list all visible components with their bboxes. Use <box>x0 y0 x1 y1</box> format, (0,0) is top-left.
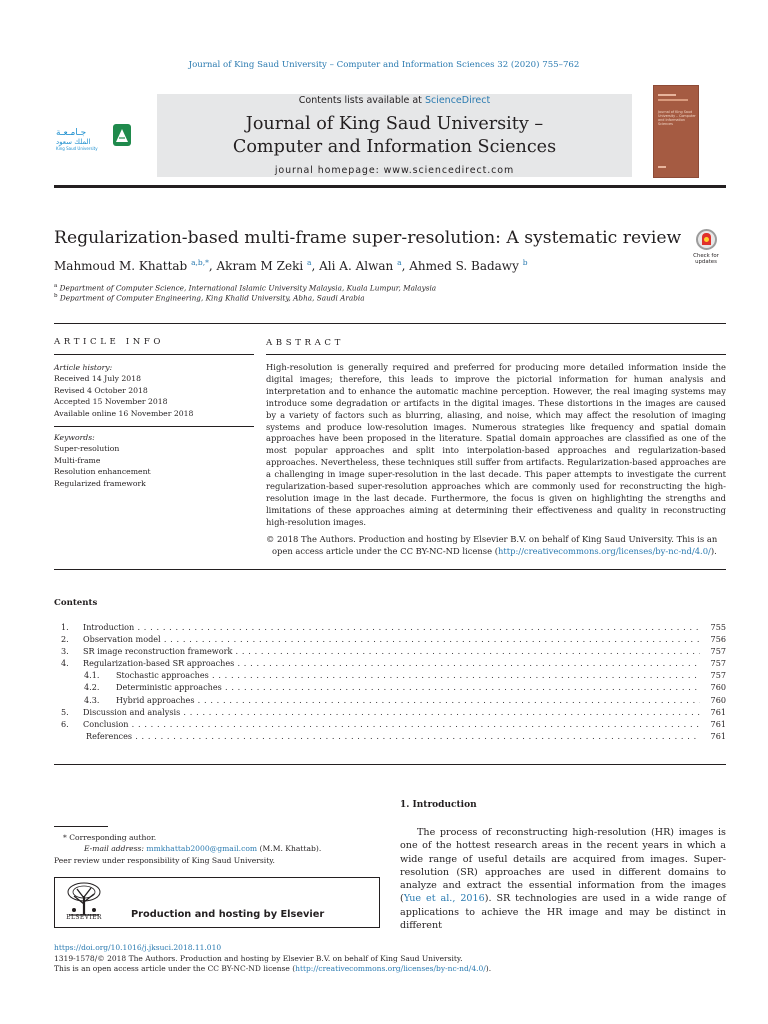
footnote-rule <box>54 826 108 827</box>
toc-page: 756 <box>710 634 726 645</box>
license-link[interactable]: http://creativecommons.org/licenses/by-nc-nd/4.0/ <box>295 964 486 974</box>
keywords-heading: Keywords: <box>54 433 95 442</box>
author-separator: , <box>311 259 320 273</box>
section-rule <box>54 323 726 324</box>
history-item: Accepted 15 November 2018 <box>54 397 168 407</box>
article-info-heading: ARTICLE INFO <box>54 337 165 347</box>
intro-text: The process of reconstructing high-resolution (HR) images is one of the hottest research areas in the recent years in which a wide range of useful details are acquired from images. Super-resolution (SR) approaches are used in different domains to analyze and extract the essential information from the images ( <box>400 827 726 905</box>
license-line <box>54 964 491 975</box>
toc-page: 761 <box>710 730 726 741</box>
masthead-rule <box>54 185 726 188</box>
toc-entry[interactable] <box>54 730 726 742</box>
copyright-license-line <box>266 546 736 558</box>
contents-heading: Contents <box>54 598 98 608</box>
toc-entry[interactable] <box>54 621 726 633</box>
toc-label: Observation model . . . <box>83 633 700 645</box>
author-name: Mahmoud M. Khattab <box>54 259 188 273</box>
author-name: Ali A. Alwan <box>319 259 394 273</box>
license-text-end: ). <box>485 964 492 974</box>
elsevier-wordmark: ELSEVIER <box>66 914 102 921</box>
email-owner: (M.M. Khattab). <box>259 844 322 854</box>
publisher-box <box>54 877 380 928</box>
affiliation <box>54 293 365 302</box>
affiliation-text: Department of Computer Engineering, King Khalid University, Abha, Saudi Arabia <box>59 293 365 303</box>
author[interactable] <box>217 259 312 273</box>
toc-page: 760 <box>710 682 726 693</box>
ksu-logo-icon <box>53 122 133 151</box>
svg-text:King Saud University: King Saud University <box>56 146 98 151</box>
toc-number: 2. <box>61 634 69 645</box>
toc-page: 757 <box>710 670 726 681</box>
email-note <box>54 843 384 854</box>
sciencedirect-link[interactable]: ScienceDirect <box>424 95 491 106</box>
keywords <box>54 432 151 489</box>
abstract-heading: ABSTRACT <box>266 338 344 348</box>
toc-entry[interactable] <box>54 645 726 657</box>
abstract-text: High-resolution is generally required and preferred for producing more detailed information inside the digital images; therefore, this leads to improve the pictorial information for human analysis and interpretation and to enhance the automatic machine perception. However, the real imaging systems may introduce some degradation or artifacts in the digital images. These distortions in the images are caused by a variety of factors such as blurring, aliasing, and noise, which may affect the resolution of imaging systems and produce low-resolution images. Numerous strategies like frequency and spatial domain approaches have been proposed in the literature. Spatial domain approaches are classified as one of the most popular approaches and split into interpolation-based approaches and regularization-based approaches. Nevertheless, these techniques still suffer from artifacts. Regularization-based approaches are a challenging in image super-resolution in the last decade. This paper attempts to investigate the current regularization-based super-resolution approaches which are commonly used for reconstructing the high-resolution image in the last decade. Furthermore, the focus is given on highlighting the strengths and limitations of these approaches aiming at determining their effectiveness and quality in reconstructing high-resolution images. <box>266 362 726 527</box>
keyword: Resolution enhancement <box>54 467 151 477</box>
toc-number: 4.1. <box>84 670 100 681</box>
affiliation-mark: b <box>54 293 58 299</box>
author-list <box>54 258 528 273</box>
history-item: Available online 16 November 2018 <box>54 408 194 418</box>
journal-name <box>157 113 632 159</box>
section-heading-introduction: 1. Introduction <box>400 800 477 810</box>
email-link[interactable]: mmkhattab2000@gmail.com <box>146 844 258 854</box>
production-hosting-text: Production and hosting by Elsevier <box>131 909 325 920</box>
table-of-contents <box>54 621 726 742</box>
journal-cover-thumbnail[interactable] <box>653 85 699 178</box>
toc-subentry[interactable] <box>54 669 726 681</box>
keyword: Regularized framework <box>54 478 146 488</box>
corresponding-author-note: * Corresponding author. <box>63 833 157 842</box>
affiliation <box>54 283 436 292</box>
toc-label: Hybrid approaches . . . <box>116 694 700 706</box>
license-text: This is an open access article under the CC BY-NC-ND license ( <box>54 964 296 974</box>
toc-number: 4.2. <box>84 682 100 693</box>
affiliation-marker[interactable]: a <box>307 258 312 267</box>
toc-entry[interactable] <box>54 633 726 645</box>
toc-number: 4. <box>61 658 69 669</box>
issn-line: 1319-1578/© 2018 The Authors. Production and hosting by Elsevier B.V. on behalf of King Saud University. <box>54 953 463 963</box>
section-rule <box>54 569 726 570</box>
citation-link[interactable]: Yue et al., 2016 <box>403 893 485 905</box>
journal-reference[interactable]: Journal of King Saud University – Computer and Information Sciences 32 (2020) 755–762 <box>188 60 580 70</box>
check-for-updates-button[interactable] <box>686 229 726 267</box>
contents-available-text: Contents lists available at <box>298 95 422 106</box>
author-separator: , <box>401 259 410 273</box>
affiliation-text: Department of Computer Science, International Islamic University Malaysia, Kuala Lumpur, Malaysia <box>59 283 437 293</box>
toc-subentry[interactable] <box>54 681 726 693</box>
toc-entry[interactable] <box>54 706 726 718</box>
cover-title: Journal of King Saud University – Computer and Information Sciences <box>658 110 696 126</box>
toc-entry[interactable] <box>54 657 726 669</box>
author-separator: , <box>208 259 217 273</box>
section-rule <box>54 426 254 427</box>
toc-number: 3. <box>61 646 69 657</box>
toc-label: Introduction . . . <box>83 621 700 633</box>
toc-page: 757 <box>710 658 726 669</box>
affiliation-marker[interactable]: a <box>397 258 402 267</box>
author-name: Ahmed S. Badawy <box>409 259 519 273</box>
journal-name-line: Journal of King Saud University – <box>245 114 544 134</box>
affiliation-marker[interactable]: a,b,* <box>191 258 209 267</box>
license-text: open access article under the CC BY-NC-ND license ( <box>272 545 498 556</box>
toc-label: Discussion and analysis . . . <box>83 706 700 718</box>
peer-review-note: Peer review under responsibility of King Saud University. <box>54 855 275 865</box>
affiliation-marker[interactable]: b <box>522 258 528 267</box>
toc-page: 761 <box>710 706 726 717</box>
section-rule <box>54 764 726 765</box>
toc-number: 6. <box>61 718 69 729</box>
doi-link[interactable]: https://doi.org/10.1016/j.jksuci.2018.11.010 <box>54 943 222 952</box>
keyword: Super-resolution <box>54 444 120 454</box>
copyright-line: © 2018 The Authors. Production and hosting by Elsevier B.V. on behalf of King Saud University. This is an <box>266 534 718 544</box>
footnotes <box>54 832 384 866</box>
author-name: Akram M Zeki <box>216 259 304 273</box>
toc-label: Deterministic approaches . . . <box>116 681 700 693</box>
journal-homepage[interactable]: journal homepage: www.sciencedirect.com <box>274 165 515 176</box>
toc-label: Regularization-based SR approaches . . . <box>83 657 700 669</box>
bottom-info <box>54 943 491 975</box>
toc-subentry[interactable] <box>54 694 726 706</box>
license-link[interactable]: http://creativecommons.org/licenses/by-nc-nd/4.0/ <box>497 545 711 556</box>
toc-page: 761 <box>710 718 726 729</box>
license-text-end: ). <box>710 545 717 556</box>
author[interactable] <box>409 259 527 273</box>
email-label: E-mail address: <box>84 844 144 854</box>
toc-label: SR image reconstruction framework . . . <box>83 645 700 657</box>
svg-text:جـامـعـة: جـامـعـة <box>56 128 87 138</box>
toc-label: References . . . <box>86 730 700 742</box>
keyword: Multi-frame <box>54 455 101 465</box>
svg-text:الملك سعود: الملك سعود <box>56 138 91 146</box>
toc-page: 755 <box>710 622 726 632</box>
toc-page: 757 <box>710 646 726 657</box>
toc-number: 1. <box>61 622 69 632</box>
toc-number: 5. <box>61 706 69 717</box>
toc-entry[interactable] <box>54 718 726 730</box>
affiliation-mark: a <box>54 283 58 289</box>
intro-text-continued: ). SR technologies are used in a wide range of applications to achieve the HR image and may be distinct in different <box>400 893 726 932</box>
article-history <box>54 362 193 419</box>
toc-number: 4.3. <box>84 694 100 705</box>
history-item: Received 14 July 2018 <box>54 374 141 384</box>
abstract-copyright <box>266 534 736 558</box>
history-heading: Article history: <box>54 363 113 372</box>
section-rule <box>54 354 254 355</box>
section-rule <box>266 354 726 355</box>
check-updates-label: Check for updates <box>693 253 719 265</box>
toc-page: 760 <box>710 694 726 705</box>
journal-name-line: Computer and Information Sciences <box>232 137 557 157</box>
bookmark-ribbon-icon <box>702 233 711 245</box>
introduction-paragraph <box>400 826 726 932</box>
history-item: Revised 4 October 2018 <box>54 385 148 395</box>
author[interactable] <box>54 259 209 273</box>
elsevier-tree-icon <box>65 882 103 916</box>
paper-title: Regularization-based multi-frame super-resolution: A systematic review <box>54 228 682 248</box>
author[interactable] <box>319 259 401 273</box>
toc-label: Conclusion . . . <box>83 718 700 730</box>
contents-available-line <box>157 95 632 106</box>
toc-label: Stochastic approaches . . . <box>116 669 700 681</box>
